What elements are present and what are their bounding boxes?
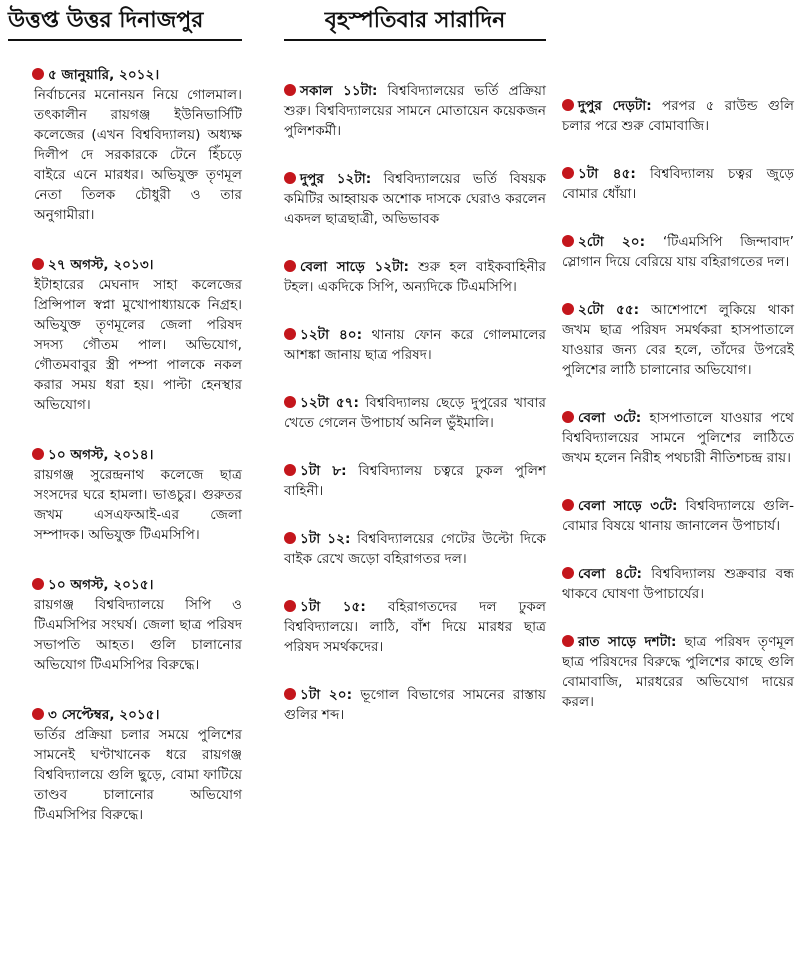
entry-date bbox=[8, 65, 242, 85]
left-entry bbox=[8, 255, 242, 415]
entry-time: দুপুর দেড়টা: bbox=[578, 98, 652, 114]
entry-text: ভর্তির প্রক্রিয়া চলার সময়ে পুলিশের সামনেই ঘণ্টাখানেক ধরে রায়গঞ্জ বিশ্ববিদ্যালয়ে গুলি ছুড়ে, বোমা ফাটিয়ে তাণ্ডব চালানোর অভিযোগ টিএমসিপির বিরুদ্ধে। bbox=[34, 727, 242, 823]
bullet-icon bbox=[284, 84, 296, 96]
bullet-icon bbox=[284, 600, 296, 612]
bullet-icon bbox=[284, 260, 296, 272]
bullet-icon bbox=[284, 688, 296, 700]
bullet-icon bbox=[32, 258, 44, 270]
timeline-entry bbox=[562, 408, 794, 468]
entry-date-text: ৫ জানুয়ারি, ২০১২। bbox=[48, 67, 160, 83]
entry-date bbox=[8, 445, 242, 465]
timeline-entry bbox=[284, 529, 546, 569]
entry-text: ইটাহারের মেঘনাদ সাহা কলেজের প্রিন্সিপাল স্বপ্না মুখোপাধ্যায়কে নিগ্রহ। অভিযুক্ত তৃণমূলের জেলা পরিষদ সদস্য গৌতম পাল। অভিযোগ, গৌতমবাবুর স্ত্রী পম্পা পালকে নকল করার সময় ধরা হয়। পাল্টা হেনস্থার অভিযোগ। bbox=[34, 277, 242, 413]
bullet-icon bbox=[284, 172, 296, 184]
right-entries bbox=[562, 96, 794, 712]
entry-text: আশেপাশে লুকিয়ে থাকা জখম ছাত্র পরিষদ সমর্থকরা হাসপাতালে যাওয়ার জন্য বের হলে, তাঁদের উপরেই পুলিশের লাঠি চালানোর অভিযোগ। bbox=[562, 302, 795, 378]
entry-time: ১টা ২০: bbox=[300, 687, 353, 703]
entry-time: বেলা ৩টে: bbox=[578, 410, 642, 426]
entry-text: হাসপাতালে যাওয়ার পথে বিশ্ববিদ্যালয়ের সামনে পুলিশের লাঠিতে জখম হলেন নিরীহ পথচারী নীতিশচন্দ্র রায়। bbox=[562, 410, 794, 466]
right-column bbox=[562, 0, 794, 740]
entry-text: ‘টিএমসিপি জিন্দাবাদ’ স্লোগান দিয়ে বেরিয়ে যায় বহিরাগতের দল। bbox=[562, 234, 794, 270]
entry-text: বিশ্ববিদ্যালয়ের ভর্তি বিষয়ক কমিটির আহ্বায়ক অশোক দাসকে ঘেরাও করলেন একদল ছাত্রছাত্রী, অভিভাবক bbox=[284, 171, 546, 227]
entry-text: বিশ্ববিদ্যালয়ের গেটের উল্টো দিকে বাইক রেখে জড়ো বহিরাগতর দল। bbox=[284, 531, 547, 567]
entry-text: বিশ্ববিদ্যালয় চত্বরে ঢুকল পুলিশ বাহিনী। bbox=[284, 463, 546, 499]
timeline-entry bbox=[562, 300, 794, 380]
timeline-entry bbox=[284, 81, 546, 141]
entry-time: ১টা ৮: bbox=[300, 463, 347, 479]
bullet-icon bbox=[32, 68, 44, 80]
left-entry bbox=[8, 445, 242, 545]
bullet-icon bbox=[562, 303, 574, 315]
timeline-entry bbox=[562, 564, 794, 604]
middle-entries bbox=[284, 81, 546, 725]
timeline-entry bbox=[284, 169, 546, 229]
left-entry bbox=[8, 65, 242, 225]
bullet-icon bbox=[562, 167, 574, 179]
entry-text: বিশ্ববিদ্যালয় শুক্রবার বন্ধ থাকবে ঘোষণা উপাচার্যের। bbox=[562, 566, 794, 602]
timeline-entry bbox=[562, 496, 794, 536]
entry-date-text: ১০ অগস্ট, ২০১৫। bbox=[48, 577, 154, 593]
entry-time: ১২টা ৫৭: bbox=[300, 395, 359, 411]
bullet-icon bbox=[284, 532, 296, 544]
timeline-entry bbox=[284, 325, 546, 365]
entry-date bbox=[8, 705, 242, 725]
bullet-icon bbox=[562, 635, 574, 647]
entry-text: বিশ্ববিদ্যালয়ের ভর্তি প্রক্রিয়া শুরু। বিশ্ববিদ্যালয়ের সামনে মোতায়েন কয়েকজন পুলিশকর্মী। bbox=[284, 83, 546, 139]
entry-text: থানায় ফোন করে গোলমালের আশঙ্কা জানায় ছাত্র পরিষদ। bbox=[284, 327, 546, 363]
timeline-entry bbox=[284, 597, 546, 657]
bullet-icon bbox=[562, 99, 574, 111]
entry-time: ১টা ১২: bbox=[300, 531, 351, 547]
timeline-entry bbox=[284, 393, 546, 433]
bullet-icon bbox=[562, 411, 574, 423]
entry-text: শুরু হল বাইকবাহিনীর টহল। একদিকে সিপি, অন্যদিকে টিএমসিপি। bbox=[284, 259, 547, 295]
entry-time: দুপুর ১২টা: bbox=[300, 171, 372, 187]
bullet-icon bbox=[562, 235, 574, 247]
entry-text: ভূগোল বিভাগের সামনের রাস্তায় গুলির শব্দ। bbox=[284, 687, 546, 723]
left-entry bbox=[8, 575, 242, 675]
bullet-icon bbox=[562, 499, 574, 511]
entry-date bbox=[8, 575, 242, 595]
entry-time: ১টা ৪৫: bbox=[578, 166, 636, 182]
left-heading: উত্তপ্ত উত্তর দিনাজপুর bbox=[8, 6, 242, 41]
entry-time: ২টো ৫৫: bbox=[578, 302, 640, 318]
entry-text: বহিরাগতদের দল ঢুকল বিশ্ববিদ্যালয়ে। লাঠি, বাঁশ দিয়ে মারধর ছাত্র পরিষদ সমর্থকদের। bbox=[284, 599, 547, 655]
entry-time: ২টো ২০: bbox=[578, 234, 646, 250]
entry-time: বেলা ৪টে: bbox=[578, 566, 642, 582]
timeline-entry bbox=[284, 257, 546, 297]
left-entries bbox=[8, 65, 242, 825]
bullet-icon bbox=[32, 708, 44, 720]
entry-text: রায়গঞ্জ সুরেন্দ্রনাথ কলেজে ছাত্র সংসদের ঘরে হামলা। ভাঙচুর। গুরুতর জখম এসএফআই-এর জেলা সম্পাদক। অভিযুক্ত টিএমসিপি। bbox=[34, 467, 242, 543]
left-column bbox=[8, 0, 242, 855]
entry-date-text: ২৭ অগস্ট, ২০১৩। bbox=[48, 257, 154, 273]
timeline-entry bbox=[562, 96, 794, 136]
entry-time: বেলা সাড়ে ৩টে: bbox=[578, 498, 678, 514]
left-entry bbox=[8, 705, 242, 825]
entry-time: সকাল ১১টা: bbox=[300, 83, 378, 99]
entry-time: বেলা সাড়ে ১২টা: bbox=[300, 259, 409, 275]
entry-date-text: ১০ অগস্ট, ২০১৪। bbox=[48, 447, 154, 463]
bullet-icon bbox=[32, 448, 44, 460]
entry-text: বিশ্ববিদ্যালয় ছেড়ে দুপুরের খাবার খেতে গেলেন উপাচার্য অনিল ভুঁইমালি। bbox=[284, 395, 546, 431]
timeline-entry bbox=[284, 461, 546, 501]
entry-text: ছাত্র পরিষদ তৃণমূল ছাত্র পরিষদের বিরুদ্ধে পুলিশের কাছে গুলি বোমাবাজি, মারধরের অভিযোগ দায়ের করল। bbox=[562, 634, 794, 710]
bullet-icon bbox=[32, 578, 44, 590]
timeline-entry bbox=[284, 685, 546, 725]
middle-heading: বৃহস্পতিবার সারাদিন bbox=[284, 6, 546, 41]
timeline-entry bbox=[562, 232, 794, 272]
entry-text: বিশ্ববিদ্যালয়ে গুলি-বোমার বিষয়ে থানায় জানালেন উপাচার্য। bbox=[562, 498, 794, 534]
entry-time: রাত সাড়ে দশটা: bbox=[578, 634, 677, 650]
bullet-icon bbox=[562, 567, 574, 579]
entry-date-text: ৩ সেপ্টেম্বর, ২০১৫। bbox=[48, 707, 160, 723]
bullet-icon bbox=[284, 396, 296, 408]
timeline-entry bbox=[562, 632, 794, 712]
middle-column bbox=[284, 0, 546, 753]
timeline-entry bbox=[562, 164, 794, 204]
bullet-icon bbox=[284, 464, 296, 476]
entry-text: বিশ্ববিদ্যালয় চত্বর জুড়ে বোমার ধোঁয়া। bbox=[562, 166, 794, 202]
bullet-icon bbox=[284, 328, 296, 340]
entry-time: ১টা ১৫: bbox=[300, 599, 366, 615]
entry-time: ১২টা ৪০: bbox=[300, 327, 363, 343]
entry-date bbox=[8, 255, 242, 275]
entry-text: রায়গঞ্জ বিশ্ববিদ্যালয়ে সিপি ও টিএমসিপির সংঘর্ষ। জেলা ছাত্র পরিষদ সভাপতি আহত। গুলি চালানোর অভিযোগ টিএমসিপির বিরুদ্ধে। bbox=[34, 597, 242, 673]
entry-text: পরপর ৫ রাউন্ড গুলি চলার পরে শুরু বোমাবাজি। bbox=[562, 98, 794, 134]
entry-text: নির্বাচনের মনোনয়ন নিয়ে গোলমাল। তৎকালীন রায়গঞ্জ ইউনিভার্সিটি কলেজের (এখন বিশ্ববিদ্যালয়) অধ্যক্ষ দিলীপ দে সরকারকে টেনে হিঁচড়ে বাইরে এনে মারধর। অভিযুক্ত তৃণমূল নেতা তিলক চৌধুরী ও তার অনুগামীরা। bbox=[34, 87, 242, 223]
